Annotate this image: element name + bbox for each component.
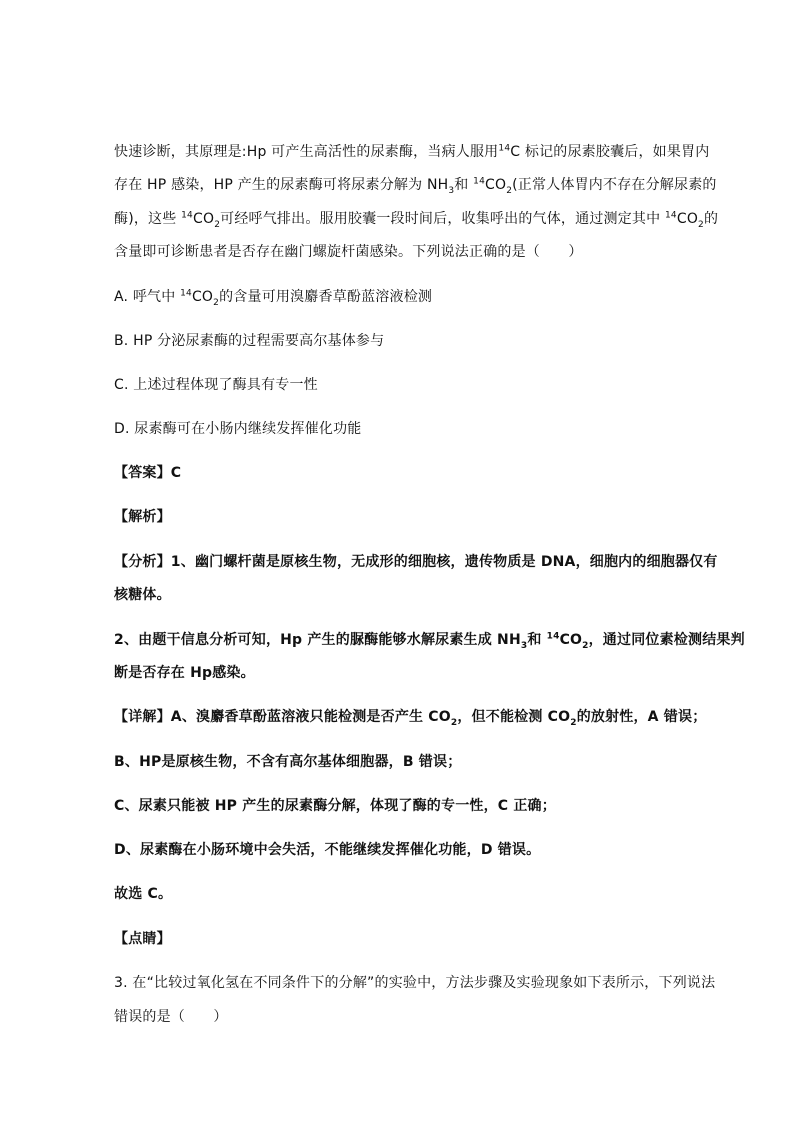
answer-line: 【答案】C [114,465,182,481]
option-a: A. 呼气中 $^{14}CO_2$的含量可用溴麝香草酚蓝溶液检测 [114,288,433,308]
next-question-line-2: 错误的是（ ） [114,1009,228,1025]
detail-b: B、HP是原核生物，不含有高尔基体细胞器，B 错误； [114,754,462,770]
analysis-heading: 【解析】 [114,509,171,525]
analysis-p2-line-2: 断是否存在 Hp感染。 [114,665,255,681]
analysis-p1-line-1: 【分析】1、幽门螺杆菌是原核生物，无成形的细胞核，遗传物质是 DNA，细胞内的细胞器仅有 [114,554,718,570]
detail-a: 【详解】A、溴麝香草酚蓝溶液只能检测是否产生 $CO_2$，但不能检测 $CO_2$的放射性，A 错误； [114,709,707,728]
detail-conclusion: 故选 C。 [114,886,173,902]
analysis-p2-line-1: 2、由题干信息分析可知，Hp 产生的脲酶能够水解尿素生成 $NH_3$和 $^{14}CO_2$，通过同位素检测结果判 [114,631,745,651]
question-intro-line-4: 含量即可诊断患者是否存在幽门螺旋杆菌感染。下列说法正确的是（ ） [114,244,583,260]
option-d: D. 尿素酶可在小肠内继续发挥催化功能 [114,421,362,437]
question-intro-line-2: 存在 HP 感染，HP 产生的尿素酶可将尿素分解为 $NH_3$和 $^{14}CO_2$(正常人体胃内不存在分解尿素的 [114,176,717,196]
comment-heading: 【点睛】 [114,931,171,947]
detail-c: C、尿素只能被 HP 产生的尿素酶分解，体现了酶的专一性，C 正确； [114,798,556,814]
detail-d: D、尿素酶在小肠环境中会失活，不能继续发挥催化功能，D 错误。 [114,842,541,858]
option-c: C. 上述过程体现了酶具有专一性 [114,377,318,393]
analysis-p1-line-2: 核糖体。 [114,587,171,603]
option-b: B. HP 分泌尿素酶的过程需要高尔基体参与 [114,333,385,349]
question-intro-line-1: 快速诊断，其原理是:Hp 可产生高活性的尿素酶，当病人服用$^{14}$C 标记的尿素胶囊后，如果胃内 [114,143,710,160]
next-question-line-1: 3. 在“比较过氧化氢在不同条件下的分解”的实验中，方法步骤及实验现象如下表所示，下列说法 [114,975,716,991]
question-intro-line-3: 酶)，这些 $^{14}CO_2$可经呼气排出。服用胶囊一段时间后，收集呼出的气体，通过测定其中 $^{14}CO_2$的 [114,210,719,230]
